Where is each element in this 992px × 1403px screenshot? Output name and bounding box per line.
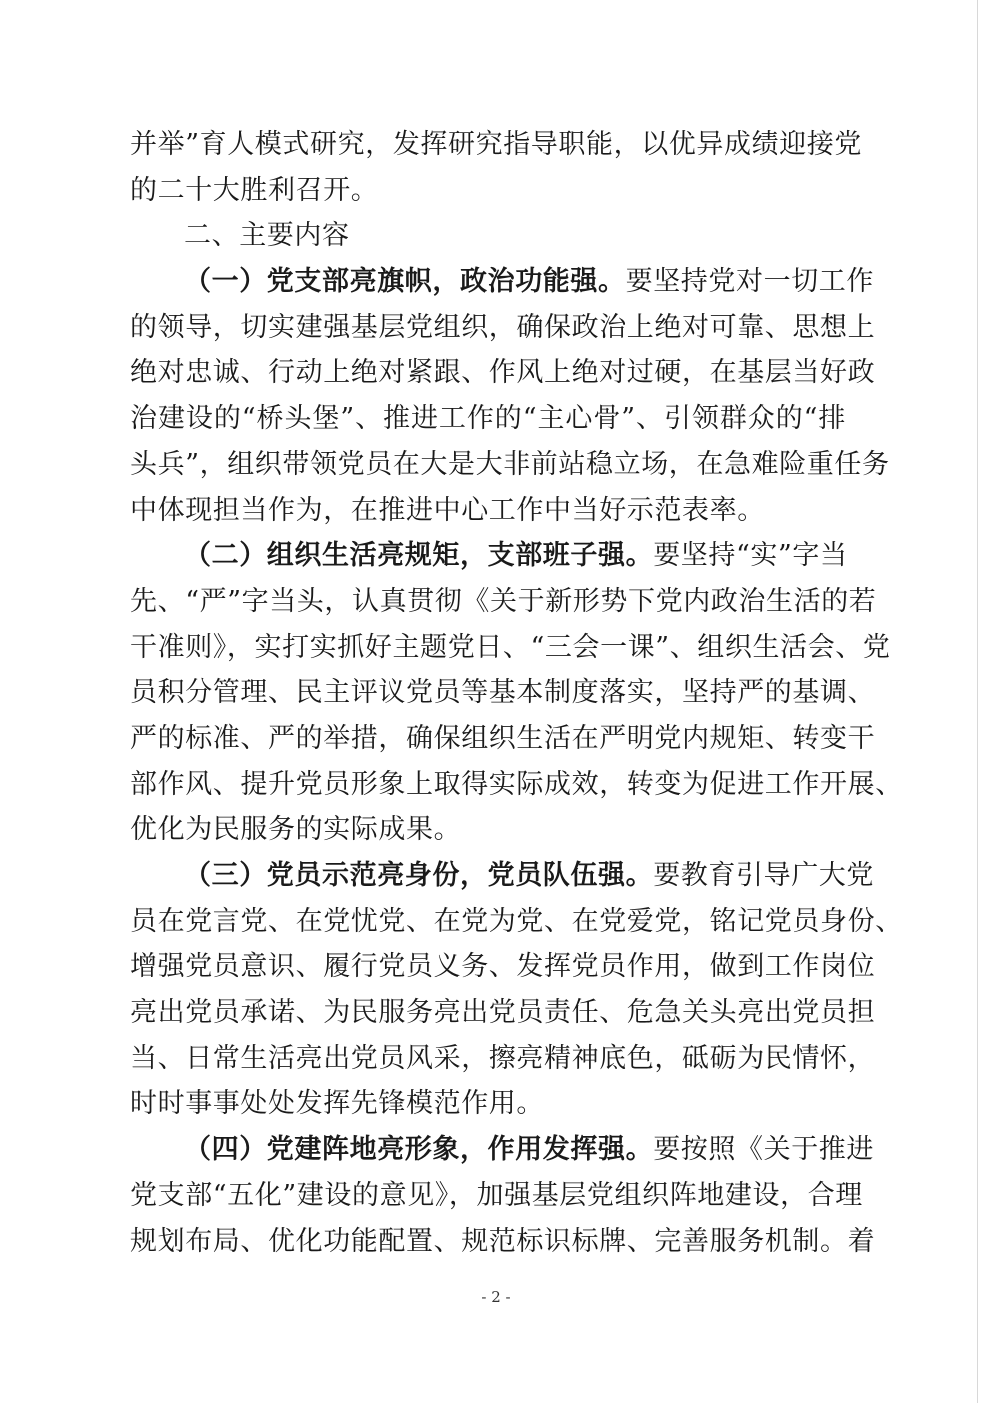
line-text: 先、“严”字当头，认真贯彻《关于新形势下党内政治生活的若: [130, 585, 877, 617]
line-text: 二、主要内容: [184, 220, 350, 252]
text-line: [130, 762, 903, 808]
text-line: [130, 305, 876, 351]
line-text: 时时事事处处发挥先锋模范作用。: [130, 1088, 544, 1120]
text-line: [130, 350, 876, 396]
text-line: [130, 213, 846, 259]
line-text: 严的标准、严的举措，确保组织生活在严明党内规矩、转变干: [130, 722, 876, 754]
text-line: [130, 168, 846, 214]
text-line: [130, 488, 846, 534]
text-line: [130, 396, 846, 442]
line-text: 绝对忠诚、行动上绝对紧跟、作风上绝对过硬，在基层当好政: [130, 357, 876, 389]
text-line: [130, 442, 890, 488]
line-text: 员积分管理、民主评议党员等基本制度落实，坚持严的基调、: [130, 677, 876, 709]
line-text: 部作风、提升党员形象上取得实际成效，转变为促进工作开展、: [130, 768, 903, 800]
section-heading: （一）党支部亮旗帜，政治功能强。: [184, 266, 626, 298]
text-line: [130, 1173, 863, 1219]
text-line: [130, 259, 875, 305]
text-line: [130, 716, 876, 762]
text-line: [130, 579, 877, 625]
line-text: 中体现担当作为，在推进中心工作中当好示范表率。: [130, 494, 765, 526]
line-text: 要教育引导广大党: [653, 860, 875, 891]
section-heading: （三）党员示范亮身份，党员队伍强。: [184, 860, 654, 891]
line-text: 当、日常生活亮出党员风采，擦亮精神底色，砥砺为民情怀，: [130, 1042, 876, 1074]
line-text: 增强党员意识、履行党员义务、发挥党员作用，做到工作岗位: [130, 951, 876, 983]
line-text: 党支部“五化”建设的意见》，加强基层党组织阵地建设，合理: [130, 1179, 863, 1211]
text-line: [130, 1036, 876, 1082]
line-text: 并举”育人模式研究，发挥研究指导职能，以优异成绩迎接党: [130, 129, 863, 160]
page-number: - 2 -: [481, 1288, 511, 1306]
section-heading: （四）党建阵地亮形象，作用发挥强。: [184, 1134, 654, 1166]
line-text: 要坚持“实”字当: [653, 540, 848, 572]
line-text: 治建设的“桥头堡”、推进工作的“主心骨”、引领群众的“排: [130, 403, 846, 435]
line-text: 头兵”，组织带领党员在大是大非前站稳立场，在急难险重任务: [130, 448, 890, 480]
text-line: [130, 899, 903, 945]
text-line: [130, 670, 876, 716]
text-line: [130, 807, 846, 853]
text-line: [130, 1219, 876, 1265]
line-text: 要坚持党对一切工作: [625, 266, 875, 298]
line-text: 干准则》，实打实抓好主题党日、“三会一课”、组织生活会、党: [130, 631, 891, 663]
text-line: [130, 853, 875, 899]
text-line: [130, 625, 891, 671]
section-heading: （二）组织生活亮规矩，支部班子强。: [184, 540, 654, 572]
line-text: 要按照《关于推进: [653, 1134, 875, 1166]
line-text: 的领导，切实建强基层党组织，确保政治上绝对可靠、思想上: [130, 311, 876, 343]
line-text: 的二十大胜利召开。: [130, 174, 379, 206]
text-line: [130, 533, 846, 579]
text-line: [130, 990, 876, 1036]
text-line: [130, 1081, 846, 1127]
line-text: 优化为民服务的实际成果。: [130, 814, 462, 846]
line-text: 亮出党员承诺、为民服务亮出党员责任、危急关头亮出党员担: [130, 997, 876, 1029]
line-text: 规划布局、优化功能配置、规范标识标牌、完善服务机制。着: [130, 1225, 876, 1257]
text-line: [130, 944, 876, 990]
text-line: [130, 1127, 875, 1173]
scan-edge-line: [977, 0, 978, 1403]
line-text: 员在党言党、在党忧党、在党为党、在党爱党，铭记党员身份、: [130, 905, 903, 937]
text-line: [130, 122, 863, 168]
document-body: [130, 122, 903, 1264]
